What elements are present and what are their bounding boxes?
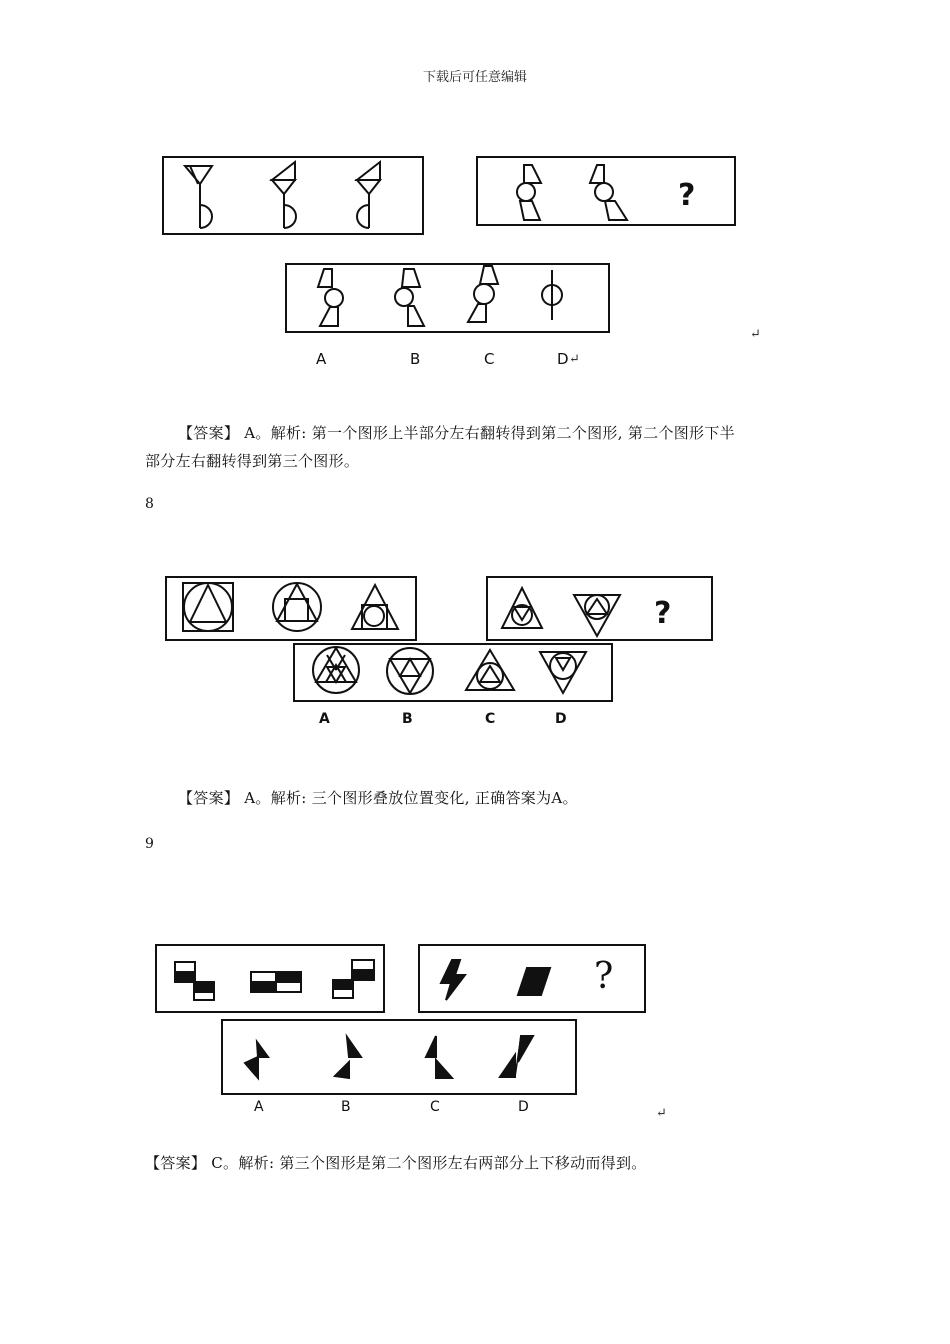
q8-answer: 【答案】 A。解析: 三个图形叠放位置变化, 正确答案为A。: [178, 789, 578, 807]
q7-option-c-label: C: [484, 350, 495, 368]
q9-return-mark: ↵: [656, 1106, 667, 1121]
q9-question-mark: ?: [594, 956, 614, 997]
q8-option-c-label: C: [485, 711, 496, 727]
q7-option-b-label: B: [410, 350, 421, 368]
q7-return-mark: ↵: [750, 327, 761, 342]
q8-question-mark: ?: [654, 596, 672, 631]
q9-option-b-figure: [335, 1037, 361, 1078]
q8-number: 8: [145, 496, 154, 512]
q9-seq-figure-3: [333, 960, 374, 998]
q9-option-c-figure: [426, 1036, 452, 1078]
q7-question-mark: ?: [678, 178, 696, 213]
q7-return-mark-d: ↵: [569, 352, 580, 367]
q9-q-figure-1: [441, 960, 465, 1000]
q9-seq-figure-1: [175, 962, 214, 1000]
q9-option-d-label: D: [518, 1099, 529, 1115]
q8-option-a-label: A: [319, 711, 330, 727]
q7-answer-line-2: 部分左右翻转得到第三个图形。: [145, 452, 360, 470]
q8-option-b-label: B: [402, 711, 413, 727]
q9-option-a-figure: [245, 1042, 268, 1078]
q7-option-d-label: D: [557, 350, 569, 368]
q8-option-d-label: D: [555, 711, 567, 727]
q7-option-a-label: A: [316, 350, 327, 368]
q9-number: 9: [145, 836, 154, 852]
q9-option-b-label: B: [341, 1099, 351, 1115]
q9-q-figure-2: [518, 968, 550, 995]
q9-option-c-label: C: [430, 1099, 440, 1115]
q9-options-box: [222, 1020, 576, 1094]
q9-answer: 【答案】 C。解析: 第三个图形是第二个图形左右两部分上下移动而得到。: [145, 1154, 647, 1172]
q9-option-d-figure: [500, 1036, 533, 1077]
page-header: 下载后可任意编辑: [422, 70, 527, 85]
q7-answer-line-1: 【答案】 A。解析: 第一个图形上半部分左右翻转得到第二个图形, 第二个图形下半: [178, 424, 735, 442]
q9-option-a-label: A: [254, 1099, 264, 1115]
q9-seq-figure-2: [251, 972, 301, 992]
